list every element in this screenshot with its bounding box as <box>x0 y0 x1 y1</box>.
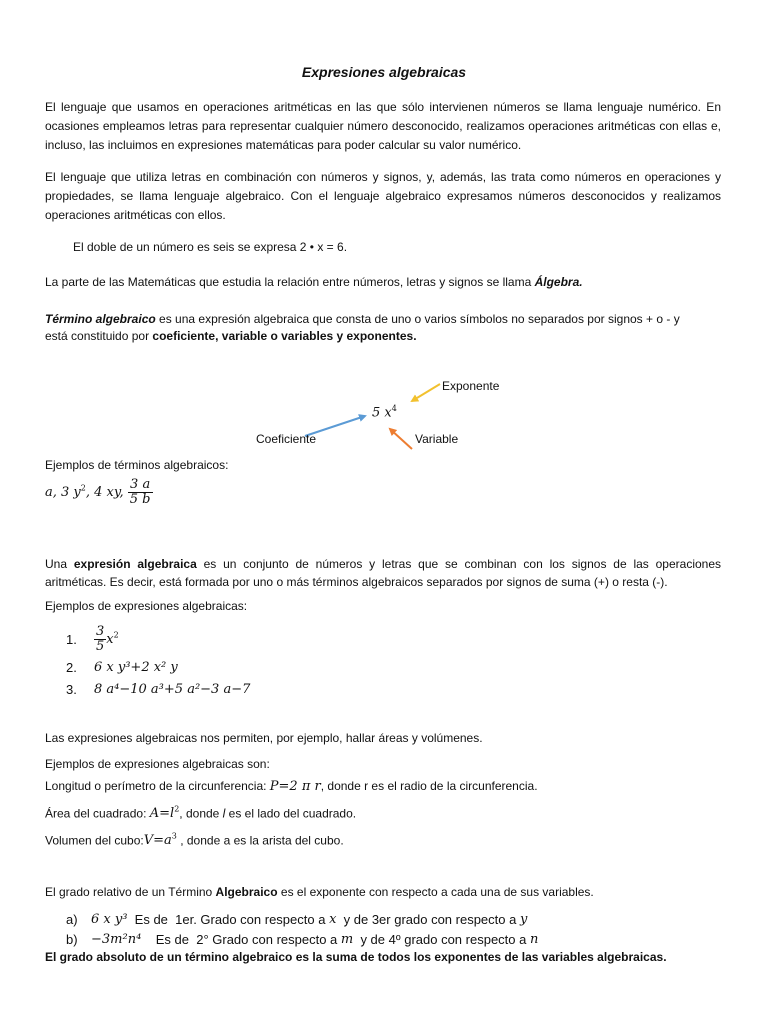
list-item: 3. 8 a⁴−10 a³+5 a²−3 a−7 <box>66 681 251 697</box>
expresion-definition: Una expresión algebraica es un conjunto de números y letras que se combinan con los signos de las operaciones aritméticas. Es decir, está formada por uno o más términos algebraicos separados por signos de suma (+) o resta (-). <box>45 557 722 589</box>
algebra-definition <box>45 275 583 289</box>
expr-6xy3: 6 x y³+2 x² y <box>94 659 178 675</box>
termino-components: coeficiente, variable o variables y exponentes. <box>152 329 417 343</box>
diagram-expression-exp: 4 <box>391 404 397 413</box>
formula-volumen: $V=a^3$ <box>143 832 177 849</box>
term-3y2: 3 $y^2$ <box>61 483 86 500</box>
diagram-expression-base: 5 x <box>372 405 392 421</box>
formula-perimetro: P=2 π r <box>269 779 321 794</box>
grado-example-b: b) −3m²n⁴ Es de 2° Grado con respecto a m y de 4º grado con respecto a n <box>66 931 539 947</box>
expr-8a4: 8 a⁴−10 a³+5 a²−3 a−7 <box>94 681 251 697</box>
ejemplos-expresiones-heading: Ejemplos de expresiones algebraicas: <box>45 599 248 613</box>
paragraph-lenguaje-numerico: El lenguaje que usamos en operaciones aritméticas en las que sólo intervienen números se llama lenguaje numérico. En ocasiones empleamos letras para representar cualquier número desconocido, realizamos operaciones aritméticas con ellas e, incluso, las incluimos en expresiones matemáticas para poder calcular su valor numérico. <box>45 100 721 152</box>
list-item: 1. $\frac{3}{5}$ $x^2$ <box>66 623 119 654</box>
longitud-line: Longitud o perímetro de la circunferencia: P=2 π r, donde r es el radio de la circunferencia. <box>45 779 538 794</box>
termino-definition-line2 <box>45 329 417 343</box>
grado-absoluto-definition: El grado absoluto de un término algebraico es la suma de todos los exponentes de las variables algebraicas. <box>45 950 667 964</box>
variable-arrow <box>390 429 412 449</box>
termino-text-2: está constituido por <box>45 329 153 343</box>
area-line: Área del cuadrado: $A=l^2$, donde l es el lado del cuadrado. <box>45 805 357 822</box>
label-coeficiente: Coeficiente <box>256 432 317 446</box>
usos-line1: Las expresiones algebraicas nos permiten, por ejemplo, hallar áreas y volúmenes. <box>45 731 483 745</box>
list-item: 2. 6 x y³+2 x² y <box>66 659 178 675</box>
term-a: a <box>45 485 53 500</box>
term-fraction-3a-5b: $\frac{3 a}{5 b}$ <box>129 477 151 507</box>
label-exponente: Exponente <box>442 379 500 393</box>
grado-example-a: a) 6 x y³ Es de 1er. Grado con respecto a x y de 3er grado con respecto a y <box>66 911 528 927</box>
algebra-definition-text: La parte de las Matemáticas que estudia la relación entre números, letras y signos se llama <box>45 275 535 289</box>
page-title: Expresiones algebraicas <box>301 64 467 80</box>
termino-definition-line1 <box>45 312 680 326</box>
paragraph-lenguaje-algebraico: El lenguaje que utiliza letras en combinación con números y signos, y, además, las trata como números en operaciones y propiedades, se llama lenguaje algebraico. Con el lenguaje algebraico expresamos números desconocidos y realizamos operaciones aritméticas con ellos. <box>45 170 721 222</box>
termino-text: es una expresión algebraica que consta de uno o varios símbolos no separados por signos + o - y <box>155 312 680 326</box>
term-4xy: 4 xy <box>94 485 120 500</box>
label-variable: Variable <box>415 432 459 446</box>
diagram-expression <box>372 404 397 420</box>
grado-relativo-definition: El grado relativo de un Término Algebraico es el exponente con respecto a cada una de sus variables. <box>45 885 594 899</box>
termino-term: Término algebraico <box>45 312 156 326</box>
algebra-term: Álgebra. <box>534 275 583 289</box>
ejemplos-terminos-heading: Ejemplos de términos algebraicos: <box>45 458 229 472</box>
example-doble-seis: El doble de un número es seis se expresa 2 • x = 6. <box>73 240 348 254</box>
grado-examples <box>66 909 538 949</box>
formula-area: $A=l^2$ <box>149 805 180 822</box>
expresion-term: expresión algebraica <box>73 557 197 571</box>
ejemplos-terminos-list: a, 3 $y^2$, 4 xy, $\frac{3 a}{5 b}$ <box>45 477 151 507</box>
exponente-arrow <box>412 384 440 401</box>
usos-line2: Ejemplos de expresiones algebraicas son: <box>45 757 270 771</box>
expresiones-list <box>66 622 466 700</box>
volumen-line: Volumen del $cubo:V=a^3$ , donde a es la arista del cubo. <box>45 832 344 849</box>
expr-3-5-x2: $\frac{3}{5}$ $x^2$ <box>96 623 119 654</box>
